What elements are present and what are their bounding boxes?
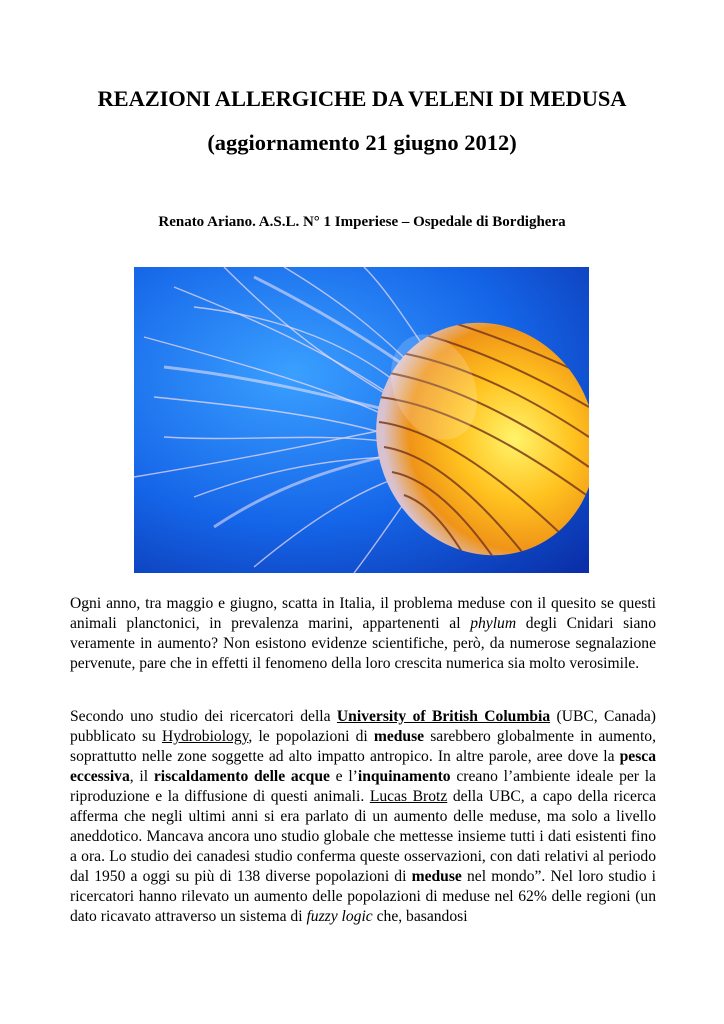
meduse-bold-2: meduse — [411, 868, 462, 885]
author-line: Renato Ariano. A.S.L. N° 1 Imperiese – Ospedale di Bordighera — [158, 214, 566, 230]
document-title: REAZIONI ALLERGICHE DA VELENI DI MEDUSA — [97, 86, 627, 111]
document-subtitle: (aggiornamento 21 giugno 2012) — [207, 130, 517, 155]
pesca-eccessiva-bold: pesca eccessiva — [70, 748, 656, 785]
p2-text-4: sarebbero globalmente in aumento, soprattutto nelle zone soggette ad alto impatto antropico. In altre parole, aree dove la — [70, 728, 656, 765]
ubc-link[interactable]: University of British Columbia — [336, 708, 551, 725]
p1-text-1: Ogni anno, tra maggio e giugno, scatta in Italia, il problema meduse con il quesito se questi animali planctonici, in prevalenza marini, appartenenti al — [70, 595, 656, 632]
p2-text-5: , il — [129, 768, 154, 785]
p2-text-9: nel mondo”. Nel loro studio i ricercatori hanno rilevato un aumento delle popolazioni di meduse nel 62% delle regioni (un dato ricavato attraverso un sistema di — [70, 868, 657, 925]
fuzzy-logic-term: fuzzy logic — [306, 908, 373, 925]
p2-text-2: (UBC, Canada) pubblicato su — [70, 708, 656, 745]
paragraph-intro — [70, 594, 656, 674]
jellyfish-photo — [134, 267, 589, 573]
riscaldamento-bold: riscaldamento delle acque — [153, 768, 330, 785]
hydrobiology-link[interactable]: Hydrobiology — [161, 728, 249, 745]
meduse-bold-1: meduse — [373, 728, 425, 745]
lucas-brotz-link[interactable]: Lucas Brotz — [369, 788, 448, 805]
p2-text-1: Secondo uno studio dei ricercatori della — [70, 708, 337, 725]
p2-text-8: della UBC, a capo della ricerca afferma che negli ultimi anni si era parlato di un aumento delle meduse, ma solo a livello aneddotico. Mancava ancora uno studio globale che mettesse insieme tutti i dati esistenti fino a ora. Lo studio dei canadesi studio conferma queste osservazioni, con dati relativi al periodo dal 1950 a oggi su più di 138 diverse popolazioni di — [70, 788, 656, 885]
p2-text-7: creano l’ambiente ideale per la riproduzione e la diffusione di questi animali. — [70, 768, 656, 805]
paragraph-study — [70, 707, 656, 927]
p2-text-3: , le popolazioni di — [248, 728, 374, 745]
inquinamento-bold: inquinamento — [357, 768, 451, 785]
phylum-term: phylum — [470, 615, 517, 632]
p1-text-2: degli Cnidari siano veramente in aumento? Non esistono evidenze scientifiche, però, da numerose segnalazione pervenute, pare che in effetti il fenomeno della loro crescita numerica sia molto verosimile. — [70, 615, 656, 672]
p2-text-6: e l’ — [329, 768, 358, 785]
p2-text-10: che, basandosi — [372, 908, 468, 925]
jellyfish-illustration — [134, 267, 589, 573]
